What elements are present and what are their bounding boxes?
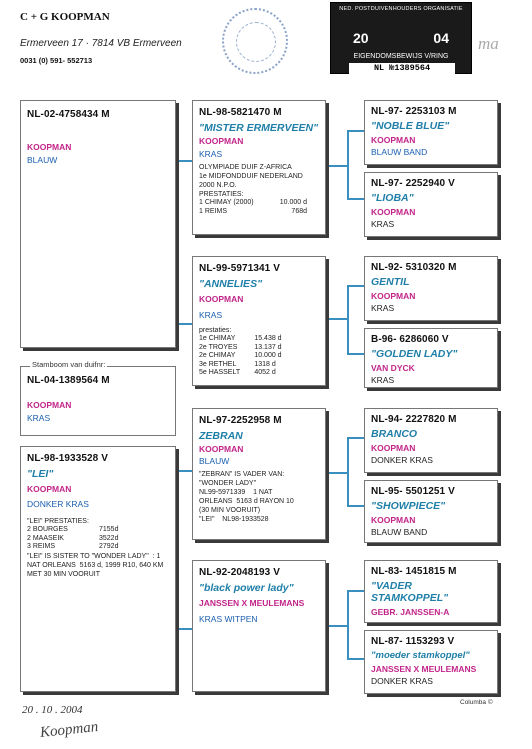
granddam-maternal-owner: JANSSEN X MEULEMANS [199,598,305,608]
grandsire-maternal-owner: KOOPMAN [199,444,244,454]
granddam-paternal-info: prestaties: [199,327,232,334]
table-row: 2 BOURGES 7155d [27,526,119,533]
table-row: 2e CHIMAY 10.000 d [199,352,282,359]
great-grandparent-card-3: NL-92- 5310320 M GENTIL KOOPMAN KRAS [364,256,498,321]
father-ring: NL-02-4758434 M [27,109,110,120]
table-row: 5e HASSELT 4052 d [199,369,276,376]
table-row: 3 REIMS 2792d [27,543,119,550]
table-row: 3e RETHEL 1318 d [199,360,276,368]
granddam-maternal-name: "black power lady" [199,582,294,594]
mother-ring: NL-98-1933528 V [27,453,108,464]
grandsire-paternal-results [199,199,307,216]
grandsire-maternal-info: "ZEBRAN" IS VADER VAN: "WONDER LADY" NL99-5971339 1 NAT ORLEANS 5163 d RAYON 10 (30 MIN VOORUIT) "LEI" NL98-1933528 [199,471,294,523]
granddam-paternal-name: "ANNELIES" [199,278,263,290]
grandsire-paternal-color: KRAS [199,149,223,159]
mother-results-table [27,526,118,552]
great-grandparent-card-1: NL-97- 2253103 M "NOBLE BLUE" KOOPMAN BLAUW BAND [364,100,498,165]
mother-name: "LEI" [27,468,54,480]
handwritten-signature: Koopman [39,718,99,742]
grandsire-paternal-name: "MISTER ERMERVEEN" [199,122,319,134]
ring-card-year-left: 20 [353,30,369,46]
mother-owner: KOOPMAN [27,484,72,494]
subject-owner: KOOPMAN [27,400,72,410]
table-row: 1e CHIMAY 15.438 d [199,335,282,342]
table-row: 2e TROYES 13.137 d [199,343,282,351]
ring-card-number: NL №1389564 [349,63,455,74]
great-grandparent-card-2: NL-97- 2252940 V "LIOBA" KOOPMAN KRAS [364,172,498,237]
grandsire-maternal-ring: NL-97-2252958 M [199,415,282,426]
granddam-paternal-results [199,335,291,378]
granddam-paternal-owner: KOOPMAN [199,294,244,304]
grandsire-maternal-name: ZEBRAN [199,430,243,442]
grandsire-paternal-card [192,100,326,235]
handwritten-initials: ma [478,34,499,53]
breeder-address: Ermerveen 17 · 7814 VB Ermerveen [20,38,182,49]
grandsire-paternal-owner: KOOPMAN [199,136,244,146]
granddam-paternal-card [192,256,326,386]
table-row: 1 REIMS 768d [199,207,307,215]
mother-color: DONKER KRAS [27,499,89,509]
ring-card-org: NED. POSTDUIVENHOUDERS ORGANISATIE [339,6,463,12]
ring-card-year-right: 04 [433,30,449,46]
ring-card-label: EIGENDOMSBEWIJS V/RING [353,53,449,60]
table-row: 1 CHIMAY (2000) 10.000 d [199,199,307,206]
father-color: BLAUW [27,155,58,165]
grandsire-paternal-ring: NL-98-5821470 M [199,107,282,118]
great-grandparent-card-4: B-96- 6286060 V "GOLDEN LADY" VAN DYCK KRAS [364,328,498,388]
ring-ownership-card [330,2,472,74]
credit-label: Columba © [460,699,493,706]
granddam-maternal-color: KRAS WITPEN [199,614,258,624]
table-row: 2 MAASEIK 3522d [27,534,119,542]
grandsire-paternal-info: OLYMPIADE DUIF Z-AFRICA 1e MIDFONDDUIF NEDERLAND 2000 N.P.O. PRESTATIES: [199,164,303,198]
granddam-paternal-ring: NL-99-5971341 V [199,263,280,274]
subject-ring: NL-04-1389564 M [27,375,110,386]
club-stamp-logo [222,8,288,74]
great-grandparent-card-8: NL-87- 1153293 V "moeder stamkoppel" JANSSEN X MEULEMANS DONKER KRAS [364,630,498,694]
mother-sister-note: "LEI" IS SISTER TO "WONDER LADY" : 1 NAT ORLEANS 5163 d, 1999 R10, 640 KM MET 30 MIN VOORUIT [27,552,166,578]
mother-card [20,446,176,692]
pedigree-caption: Stamboom van duifnr: [32,360,106,369]
great-grandparent-card-7: NL-83- 1451815 M "VADER STAMKOPPEL" GEBR. JANSSEN-A [364,560,498,623]
grandsire-maternal-card [192,408,326,540]
subject-color: KRAS [27,413,51,423]
granddam-paternal-color: KRAS [199,310,223,320]
mother-results-title: "LEI" PRESTATIES: [27,518,89,525]
great-grandparent-card-6: NL-95- 5501251 V "SHOWPIECE" KOOPMAN BLAUW BAND [364,480,498,543]
breeder-phone: 0031 (0) 591- 552713 [20,56,93,65]
subject-card [20,366,176,436]
handwritten-date: 20 . 10 . 2004 [22,704,83,716]
grandsire-maternal-color: BLAUW [199,456,230,466]
granddam-maternal-ring: NL-92-2048193 V [199,567,280,578]
great-grandparent-card-5: NL-94- 2227820 M BRANCO KOOPMAN DONKER KRAS [364,408,498,473]
breeder-name: C + G KOOPMAN [20,11,110,23]
father-card [20,100,176,348]
granddam-maternal-card [192,560,326,692]
father-owner: KOOPMAN [27,142,72,152]
